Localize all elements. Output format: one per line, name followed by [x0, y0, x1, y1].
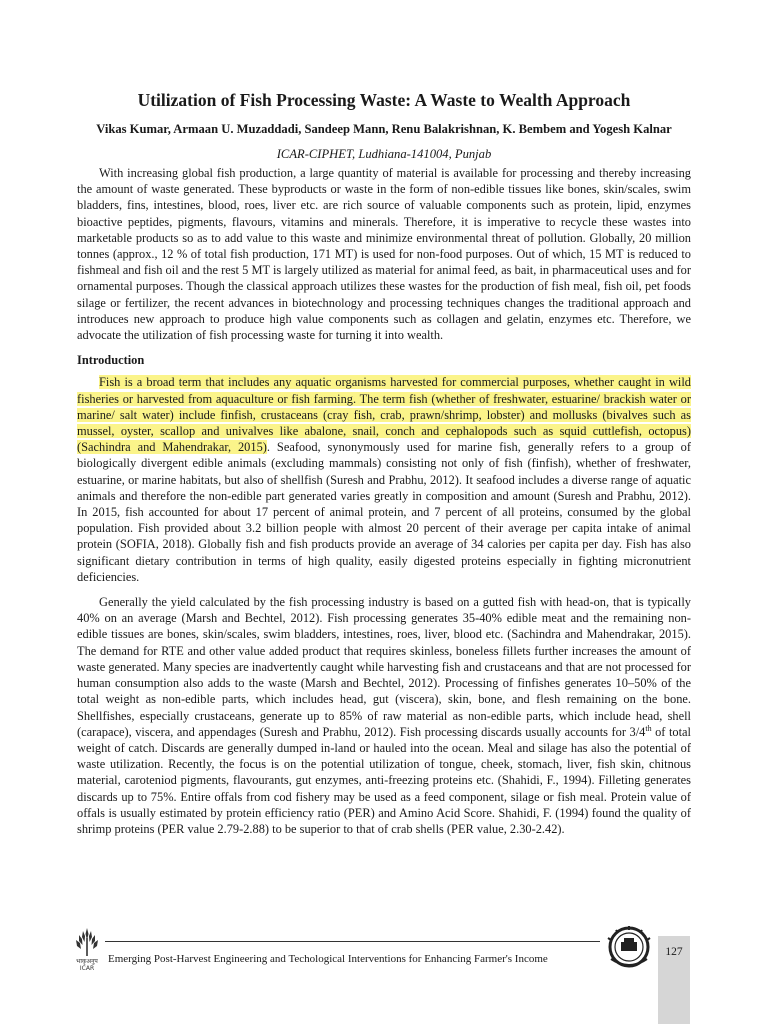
intro-paragraph-1	[77, 374, 691, 585]
section-heading-introduction: Introduction	[77, 353, 145, 368]
abstract-paragraph: With increasing global fish production, a large quantity of material is available for processing and thereby increasing the amount of waste generated. These byproducts or waste in the form of non-edible tissues like bones, skin/scales, swim bladders, fins, intestines, blood, roes, liver etc. are rich source of valuable components such as protein, lipid, enzymes bioactive peptides, pigments, flavours, vitamins and minerals. Therefore, it is imperative to recycle these wastes into marketable products so as to add value to this waste and minimize environmental threat of pollution. Globally, 20 million tonnes (approx., 12 % of total fish production, 171 MT) is used for non-food purposes. Out of which, 15 MT is reduced to fishmeal and fish oil and the rest 5 MT is largely utilized as material for animal feed, as bait, in pharmaceutical uses and for ornamental purposes. Though the classical approach utilizes these wastes for the production of fish meal, fish oil, pet foods silage or fertilizer, the recent advances in biotechnology and processing techniques changes the traditional approach and introduces new approach to produce high value components such as collagen and gelatin, enzymes etc. Therefore, we advocate the utilization of fish processing waste for turning it into wealth.	[77, 166, 691, 343]
affiliation: ICAR-CIPHET, Ludhiana-141004, Punjab	[276, 147, 492, 161]
svg-text:भाकृअनुप: भाकृअनुप	[76, 958, 98, 965]
page-number: 127	[665, 946, 683, 958]
body-text	[77, 165, 691, 846]
intro-paragraph-2-part-a: Generally the yield calculated by the fish processing industry is based on a gutted fish with head-on, that is typically 40% on an average (Marsh and Bechtel, 2012). Fish processing generates 35-40% edible meat and the remaining non-edible tissues are bones, skin/scales, swim bladders, intestines, roes, liver, blood etc. (Sachindra and Mahendrakar, 2015). The demand for RTE and other value added product that requires skinless, boneless fillets further increases the amount of waste generated. Many species are inadvertently caught while harvesting fish and crustaceans and that are not processed for human consumption also adds to the waste (Marsh and Bechtel, 2012). Processing of finfishes generates 10–50% of the total weight as non-edible parts, which includes head, gut (viscera), skin, bone, and flesh remaining on the bone. Shellfishes, especially crustaceans, generate up to 85% of raw material as non-edible parts, which include head, shell (carapace), viscera, and appendages (Suresh and Prabhu, 2012). Fish processing discards usually accounts for 3/4	[77, 595, 691, 739]
superscript-th: th	[645, 723, 652, 733]
footer-divider	[105, 941, 600, 942]
intro-paragraph-2	[77, 594, 691, 837]
icar-logo-text: ICAR	[79, 965, 95, 972]
intro-paragraph-2-part-b: of total weight of catch. Discards are generally dumped in-land or hauled into the ocean. Meal and silage has also the potential of waste utilization. Recently, the focus is on the potential utilization of tongue, cheek, stomach, liver, fish skin, chitnous material, caroteniod pigments, flavourants, gut enzymes, anti-freezing proteins etc. (Shahidi, F., 1994). Filleting generates discards up to 75%. Entire offals from cod fishery may be used as a feed component, silage or fish meal. Protein value of offals is usually estimated by protein efficiency ratio (PER) and Amino Acid Score. Shahidi, F. (1994) found the quality of shrimp proteins (PER value 2.79-2.88) to be superior to that of crab shells (PER value, 2.30-2.42).	[77, 724, 691, 836]
highlighted-text[interactable]: Fish is a broad term that includes any aquatic organisms harvested for commercial purposes, whether caught in wild fisheries or harvested from aquaculture or fish farming. The term fish (whether of freshwater, estuarine/ brackish water or marine/ salt water) include finfish, crustaceans (cray fish, crab, prawn/shrimp, lobster) and mollusks (bivalves such as mussel, oyster, scallop and univalves like abalone, snail, conch and cephalopods such as squid cuttlefish, octopus) (Sachindra and Mahendrakar, 2015)	[77, 375, 691, 455]
icar-logo-icon	[72, 926, 102, 977]
paper-title: Utilization of Fish Processing Waste: A Waste to Wealth Approach	[137, 90, 631, 110]
footer-running-title: Emerging Post-Harvest Engineering and Techological Interventions for Enhancing Farmer's Income	[108, 953, 548, 965]
page-number-tab	[658, 936, 690, 1024]
intro-paragraph-1-rest: . Seafood, synonymously used for marine fish, generally refers to a group of biologically divergent edible animals (excluding mammals) consisting not only of fish (finfish), whether of freshwater, estuarine, or marine habitats, but also of shellfish (Suresh and Prabhu, 2012). It seafood includes a diverse range of aquatic animals and therefore the non-edible part generated varies greatly in composition and amount (Suresh and Prabhu, 2012). In 2015, fish accounted for about 17 percent of animal protein, and 7 percent of all proteins, consumed by the global population. Fish provided about 3.2 billion people with almost 20 percent of their average per capita intake of animal protein (SOFIA, 2018). Globally fish and fish products provide an average of 34 calories per capita per day. Fish has also significant dietary contribution in terms of high quality, easily digested proteins especially in fighting micronutrient deficiencies.	[77, 440, 691, 584]
ciphet-emblem-icon	[603, 925, 655, 974]
author-list: Vikas Kumar, Armaan U. Muzaddadi, Sandeep Mann, Renu Balakrishnan, K. Bembem and Yogesh Kalnar	[96, 122, 672, 136]
